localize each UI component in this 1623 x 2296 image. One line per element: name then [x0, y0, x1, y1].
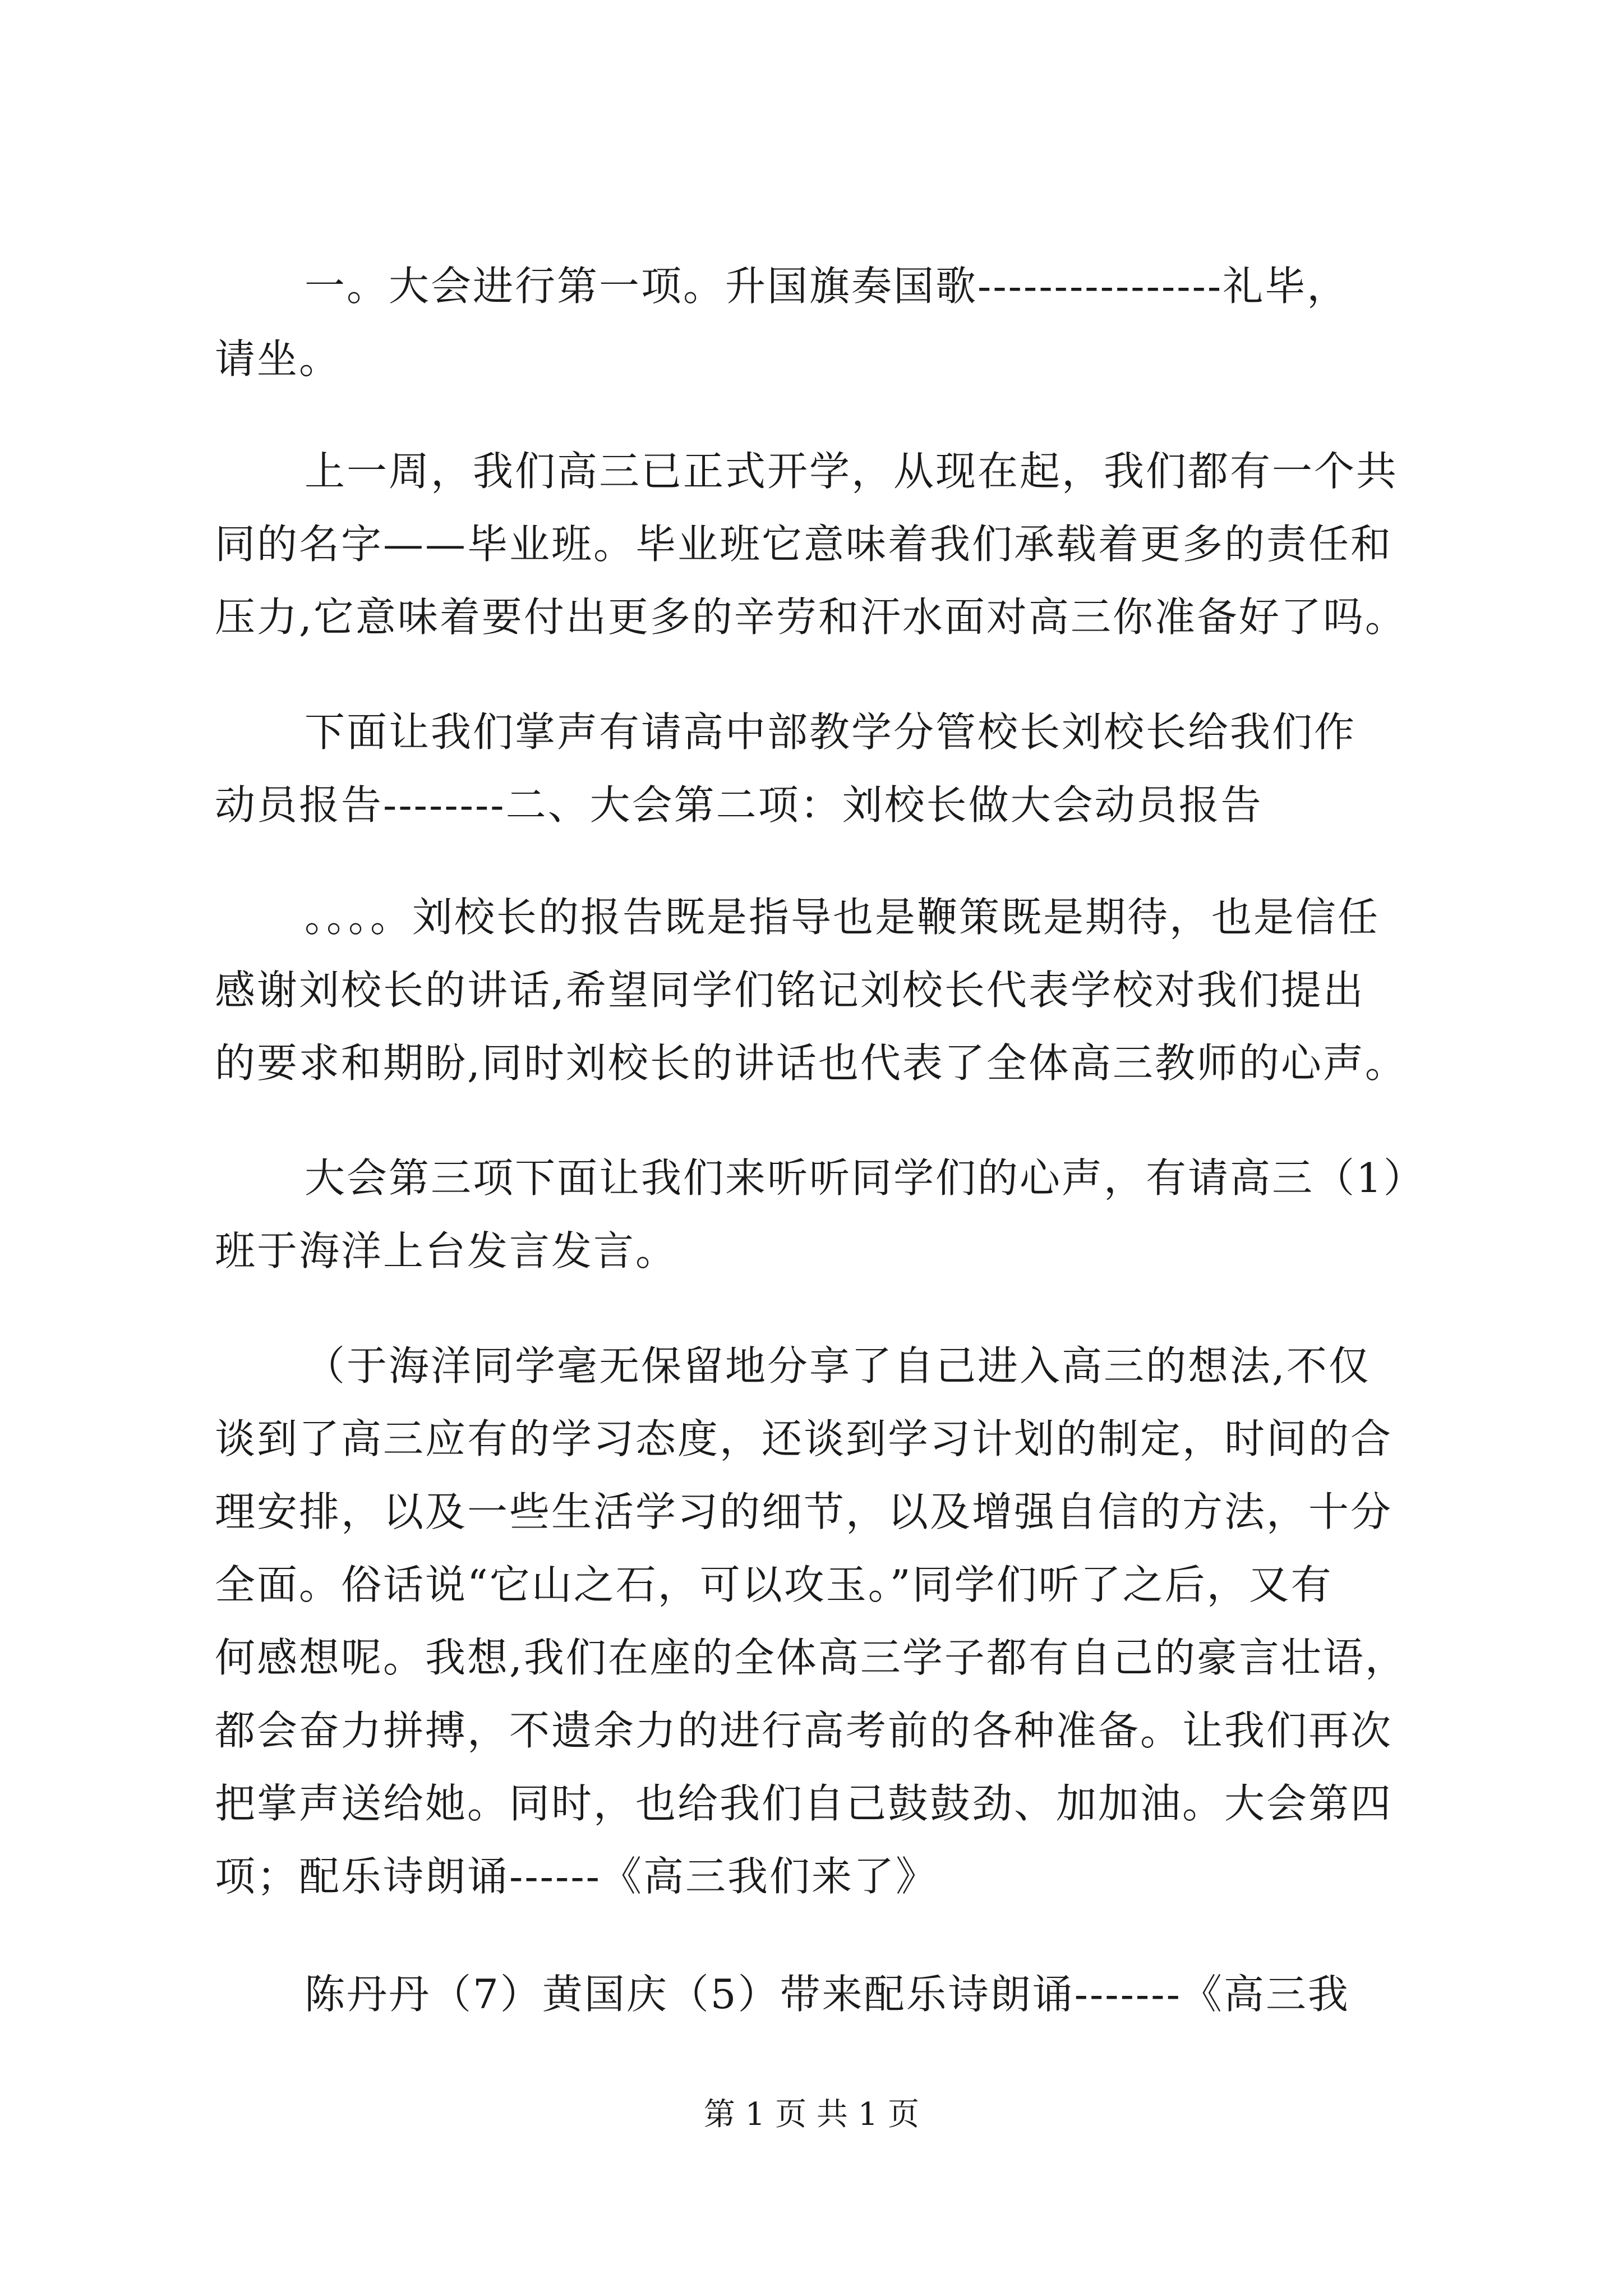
text-line: 全面。俗话说“它山之石，可以攻玉。”同学们听了之后，又有 — [215, 1561, 1333, 1608]
text-line: （于海洋同学毫无保留地分享了自己进入高三的想法,不仅 — [305, 1342, 1371, 1389]
text-line: 下面让我们掌声有请高中部教学分管校长刘校长给我们作 — [305, 708, 1357, 756]
text-line: 大会第三项下面让我们来听听同学们的心声，有请高三（1） — [305, 1154, 1426, 1202]
text-line: 理安排，以及一些生活学习的细节，以及增强自信的方法，十分 — [215, 1488, 1393, 1535]
text-line: 。。。。刘校长的报告既是指导也是鞭策既是期待，也是信任 — [305, 894, 1380, 941]
text-line: 何感想呢。我想,我们在座的全体高三学子都有自己的豪言壮语， — [215, 1634, 1407, 1681]
text-line: 感谢刘校长的讲话,希望同学们铭记刘校长代表学校对我们提出 — [215, 967, 1365, 1014]
text-line: 的要求和期盼,同时刘校长的讲话也代表了全体高三教师的心声。 — [215, 1039, 1407, 1087]
text-line: 同的名字——毕业班。毕业班它意味着我们承载着更多的责任和 — [215, 521, 1393, 568]
page-footer: 第 1 页 共 1 页 — [703, 2096, 920, 2133]
text-line: 一。大会进行第一项。升国旗奏国歌----------------礼毕， — [305, 263, 1349, 310]
text-line: 项；配乐诗朗诵------《高三我们来了》 — [215, 1853, 938, 1900]
text-line: 陈丹丹（7）黄国庆（5）带来配乐诗朗诵-------《高三我 — [305, 1971, 1350, 2018]
text-line: 谈到了高三应有的学习态度，还谈到学习计划的制定，时间的合 — [215, 1415, 1393, 1462]
text-line: 请坐。 — [215, 335, 342, 383]
text-line: 把掌声送给她。同时，也给我们自己鼓鼓劲、加加油。大会第四 — [215, 1780, 1393, 1827]
text-line: 上一周，我们高三已正式开学，从现在起，我们都有一个共 — [305, 448, 1399, 495]
text-line: 班于海洋上台发言发言。 — [215, 1227, 678, 1274]
text-line: 都会奋力拼搏，不遗余力的进行高考前的各种准备。让我们再次 — [215, 1707, 1393, 1754]
text-line: 动员报告--------二、大会第二项：刘校长做大会动员报告 — [215, 781, 1263, 829]
text-line: 压力,它意味着要付出更多的辛劳和汗水面对高三你准备好了吗。 — [215, 593, 1407, 641]
